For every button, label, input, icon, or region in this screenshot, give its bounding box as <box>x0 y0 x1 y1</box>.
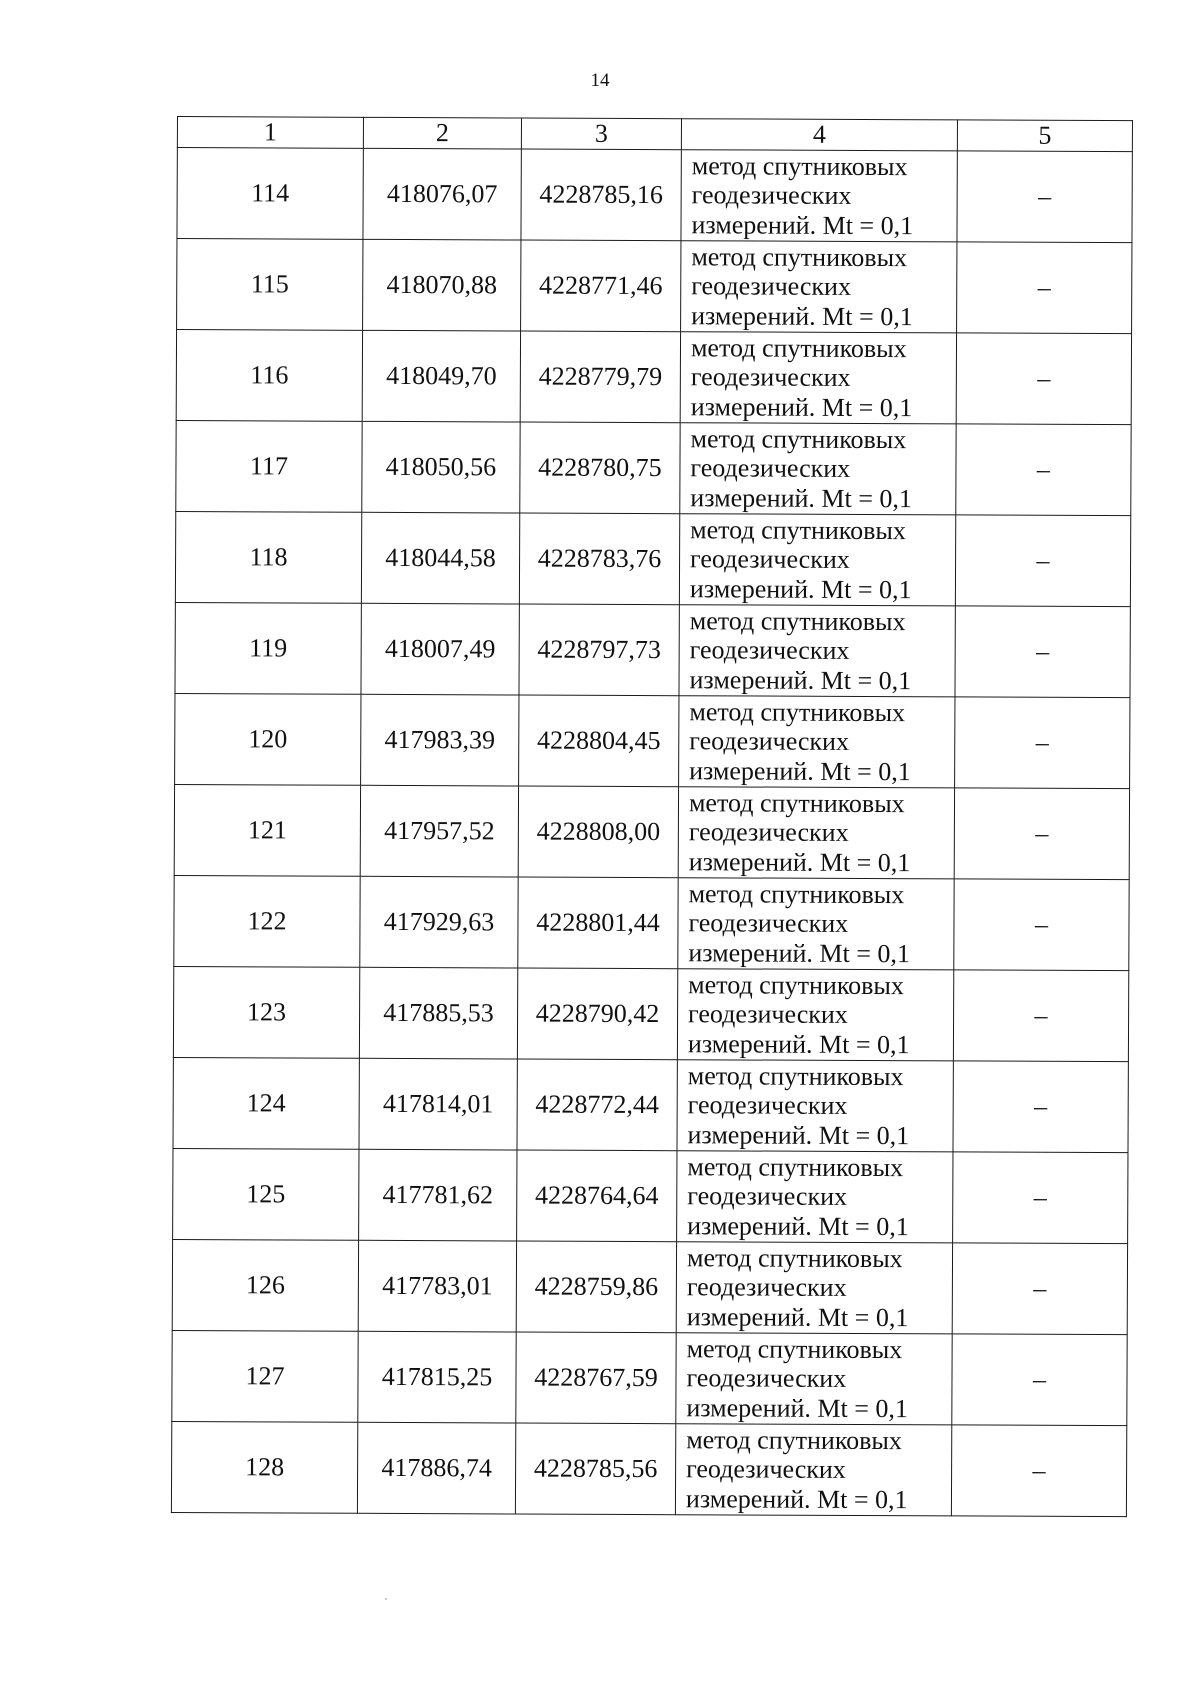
method-line: метод спутниковых <box>687 1060 904 1091</box>
point-number-cell: 127 <box>172 1330 358 1422</box>
method-line: метод спутниковых <box>690 514 906 545</box>
x-coordinate-cell: 418076,07 <box>363 148 521 240</box>
table-row <box>176 420 1131 515</box>
method-line: метод спутниковых <box>688 878 905 909</box>
method-line: измерений. Mt = 0,1 <box>689 755 911 786</box>
note-cell: – <box>957 151 1132 243</box>
method-line: измерений. Mt = 0,1 <box>690 391 913 422</box>
x-coordinate-cell: 417781,62 <box>359 1149 517 1241</box>
y-coordinate-cell: 4228780,75 <box>520 422 680 514</box>
method-line: геодезических <box>686 1272 847 1303</box>
y-coordinate-cell: 4228779,79 <box>520 331 680 423</box>
method-line: метод спутниковых <box>689 605 906 636</box>
point-number-cell: 116 <box>176 330 362 422</box>
x-coordinate-cell: 417886,74 <box>357 1422 515 1514</box>
method-line: метод спутниковых <box>688 969 904 1000</box>
method-line: метод спутниковых <box>690 423 907 454</box>
method-line: геодезических <box>690 544 850 575</box>
method-line: геодезических <box>690 453 851 484</box>
method-line: геодезических <box>689 635 850 666</box>
method-line: метод спутниковых <box>688 787 905 818</box>
method-line: измерений. Mt = 0,1 <box>691 209 914 240</box>
method-cell <box>678 787 954 879</box>
method-line: геодезических <box>691 180 852 211</box>
method-cell <box>677 1151 953 1243</box>
method-line: метод спутниковых <box>686 1424 902 1455</box>
note-cell: – <box>955 697 1130 789</box>
x-coordinate-cell: 417885,53 <box>359 967 517 1059</box>
method-line: геодезических <box>686 1363 847 1394</box>
method-line: измерений. Mt = 0,1 <box>688 937 911 968</box>
point-number-cell: 117 <box>176 420 362 512</box>
table-row <box>173 1057 1128 1152</box>
method-line: метод спутниковых <box>686 1242 903 1273</box>
method-line: измерений. Mt = 0,1 <box>688 846 911 877</box>
point-number-cell: 122 <box>174 875 360 967</box>
point-number-cell: 126 <box>172 1239 358 1331</box>
method-cell <box>679 605 955 697</box>
note-cell: – <box>954 879 1129 971</box>
y-coordinate-cell: 4228808,00 <box>518 786 678 878</box>
x-coordinate-cell: 418007,49 <box>361 603 519 695</box>
method-line: измерений. Mt = 0,1 <box>687 1028 910 1059</box>
table-row <box>175 511 1130 606</box>
method-line: метод спутниковых <box>686 1333 903 1364</box>
point-number-cell: 121 <box>174 784 360 876</box>
table-header <box>177 117 1132 152</box>
method-line: геодезических <box>687 1090 848 1121</box>
method-line: измерений. Mt = 0,1 <box>687 1210 909 1241</box>
method-line: измерений. Mt = 0,1 <box>691 300 913 331</box>
table-row <box>175 602 1130 697</box>
y-coordinate-cell: 4228764,64 <box>517 1150 677 1242</box>
table-row <box>174 875 1129 970</box>
method-cell <box>680 423 956 515</box>
note-cell: – <box>954 788 1129 880</box>
table-row <box>175 693 1130 788</box>
table-row <box>171 1421 1126 1516</box>
y-coordinate-cell: 4228790,42 <box>517 968 677 1060</box>
method-line: метод спутниковых <box>691 241 908 272</box>
method-line: метод спутниковых <box>689 696 906 727</box>
y-coordinate-cell: 4228804,45 <box>519 695 679 787</box>
method-cell <box>678 878 954 970</box>
note-cell: – <box>956 424 1131 516</box>
note-cell: – <box>951 1425 1126 1517</box>
method-line: геодезических <box>688 908 849 939</box>
method-line: геодезических <box>686 1454 846 1485</box>
table-row <box>173 966 1128 1061</box>
method-line: геодезических <box>690 362 851 393</box>
point-number-cell: 123 <box>173 966 359 1058</box>
method-cell <box>680 332 956 424</box>
y-coordinate-cell: 4228772,44 <box>517 1059 677 1151</box>
method-cell <box>676 1242 952 1334</box>
x-coordinate-cell: 417957,52 <box>360 785 518 877</box>
table-row <box>177 239 1132 334</box>
method-cell <box>675 1424 951 1516</box>
table-row <box>173 1148 1128 1243</box>
table-row <box>172 1330 1127 1425</box>
note-cell: – <box>957 242 1132 334</box>
note-cell: – <box>955 515 1130 607</box>
page-number: 14 <box>590 70 610 91</box>
note-cell: – <box>952 1243 1127 1335</box>
header-col-5: 5 <box>957 120 1132 152</box>
method-cell <box>679 696 955 788</box>
method-line: измерений. Mt = 0,1 <box>687 1119 910 1150</box>
y-coordinate-cell: 4228797,73 <box>519 604 679 696</box>
header-row <box>177 117 1132 152</box>
note-cell: – <box>953 1061 1128 1153</box>
note-cell: – <box>955 606 1130 698</box>
table-row <box>177 148 1132 243</box>
x-coordinate-cell: 418070,88 <box>363 239 521 331</box>
point-number-cell: 118 <box>175 511 361 603</box>
method-line: измерений. Mt = 0,1 <box>686 1301 909 1332</box>
note-cell: – <box>953 1152 1128 1244</box>
point-number-cell: 125 <box>173 1148 359 1240</box>
x-coordinate-cell: 418049,70 <box>362 330 520 422</box>
x-coordinate-cell: 417929,63 <box>360 876 518 968</box>
point-number-cell: 124 <box>173 1057 359 1149</box>
method-line: измерений. Mt = 0,1 <box>685 1483 908 1514</box>
x-coordinate-cell: 417783,01 <box>358 1240 516 1332</box>
y-coordinate-cell: 4228801,44 <box>518 877 678 969</box>
y-coordinate-cell: 4228785,56 <box>515 1423 675 1515</box>
y-coordinate-cell: 4228771,46 <box>521 240 681 332</box>
method-cell <box>677 969 953 1061</box>
method-line: геодезических <box>689 726 850 757</box>
x-coordinate-cell: 417983,39 <box>361 694 519 786</box>
point-number-cell: 119 <box>175 602 361 694</box>
method-line: геодезических <box>691 271 852 302</box>
method-cell <box>679 514 955 606</box>
header-col-2: 2 <box>363 117 521 149</box>
method-line: измерений. Mt = 0,1 <box>689 573 912 604</box>
point-number-cell: 128 <box>171 1421 357 1513</box>
note-cell: – <box>953 970 1128 1062</box>
method-line: метод спутниковых <box>690 332 907 363</box>
header-col-3: 3 <box>521 118 681 150</box>
point-number-cell: 114 <box>177 148 363 240</box>
coordinates-table <box>171 116 1133 1517</box>
method-line: геодезических <box>688 999 848 1030</box>
scan-speck <box>385 1598 387 1600</box>
point-number-cell: 120 <box>175 693 361 785</box>
x-coordinate-cell: 417815,25 <box>358 1331 516 1423</box>
y-coordinate-cell: 4228785,16 <box>521 149 681 241</box>
table-row <box>176 330 1131 425</box>
method-cell <box>681 241 957 333</box>
x-coordinate-cell: 418044,58 <box>361 512 519 604</box>
table-body <box>171 148 1132 1517</box>
method-line: измерений. Mt = 0,1 <box>689 664 912 695</box>
method-cell <box>677 1060 953 1152</box>
method-line: геодезических <box>687 1181 848 1212</box>
method-cell <box>676 1333 952 1425</box>
method-line: измерений. Mt = 0,1 <box>690 482 913 513</box>
header-col-4: 4 <box>681 119 957 151</box>
method-cell <box>681 150 957 242</box>
point-number-cell: 115 <box>177 239 363 331</box>
x-coordinate-cell: 417814,01 <box>359 1058 517 1150</box>
x-coordinate-cell: 418050,56 <box>362 421 520 513</box>
table-row <box>172 1239 1127 1334</box>
method-line: геодезических <box>688 817 849 848</box>
method-line: метод спутниковых <box>691 150 908 181</box>
note-cell: – <box>956 333 1131 425</box>
header-col-1: 1 <box>177 117 363 149</box>
method-line: измерений. Mt = 0,1 <box>686 1392 909 1423</box>
y-coordinate-cell: 4228759,86 <box>516 1241 676 1333</box>
y-coordinate-cell: 4228767,59 <box>516 1332 676 1424</box>
y-coordinate-cell: 4228783,76 <box>519 513 679 605</box>
method-line: метод спутниковых <box>687 1151 904 1182</box>
table-row <box>174 784 1129 879</box>
note-cell: – <box>952 1334 1127 1426</box>
